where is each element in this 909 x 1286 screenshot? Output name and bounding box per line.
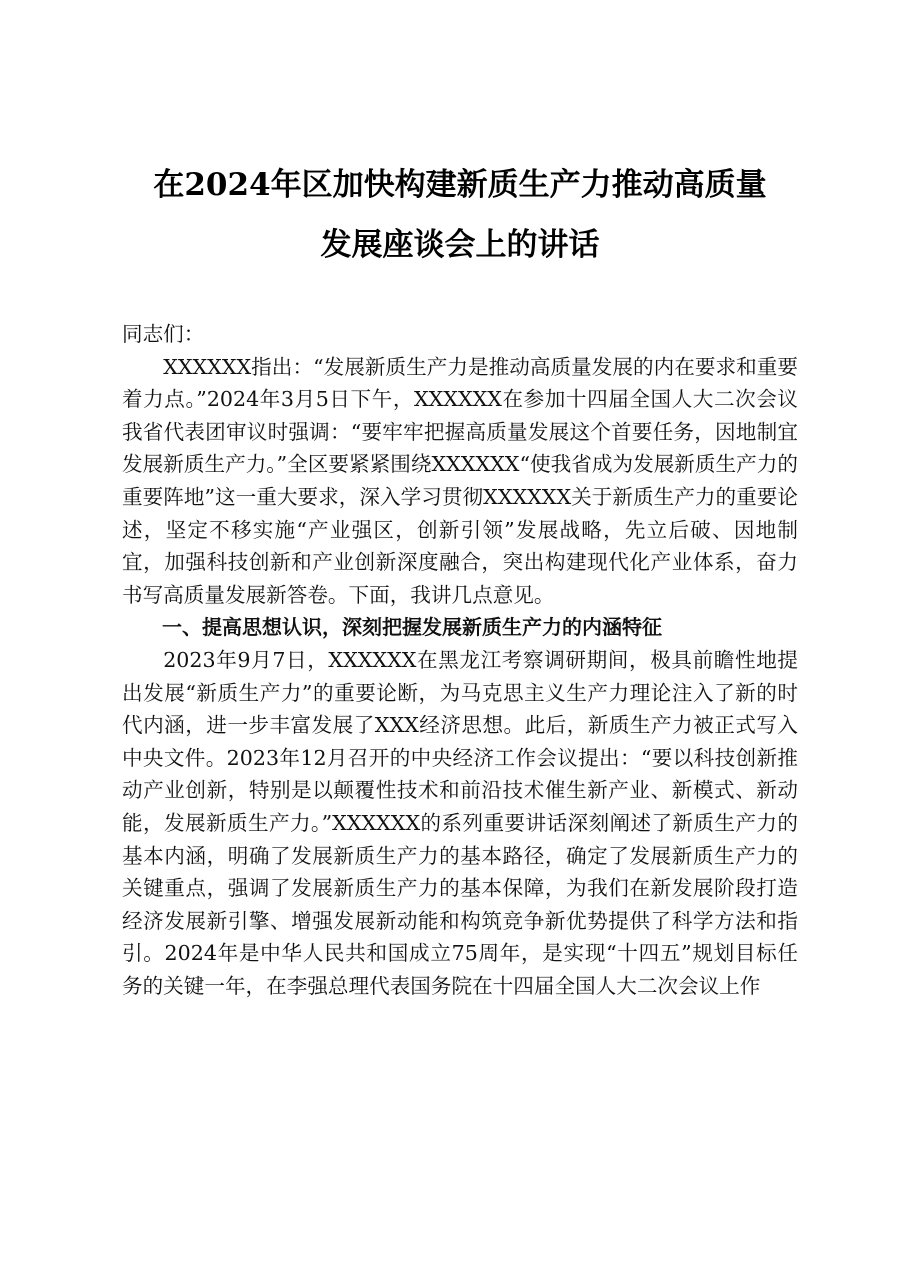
paragraph-section-1: 2023年9月7日，XXXXXX在黑龙江考察调研期间，极具前瞻性地提出发展“新质生产力”的重要论断，为马克思主义生产力理论注入了新的时代内涵，进一步丰富发展了XXX经济思想。此后，新质生产力被正式写入中央文件。2023年12月召开的中央经济工作会议提出：“要以科技创新推动产业创新，特别是以颠覆性技术和前沿技术催生新产业、新模式、新动能，发展新质生产力。”XXXXXX的系列重要讲话深刻阐述了新质生产力的基本内涵，明确了发展新质生产力的基本路径，确定了发展新质生产力的关键重点，强调了发展新质生产力的基本保障，为我们在新发展阶段打造经济发展新引擎、增强发展新动能和构筑竞争新优势提供了科学方法和指引。2024年是中华人民共和国成立75周年，是实现“十四五”规划目标任务的关键一年，在李强总理代表国务院在十四届全国人大二次会议上作 <box>122 647 798 998</box>
paragraph-intro: XXXXXX指出：“发展新质生产力是推动高质量发展的内在要求和重要着力点。”2024年3月5日下午，XXXXXX在参加十四届全国人大二次会议我省代表团审议时强调：“要牢牢把握高质量发展这个首要任务，因地制宜发展新质生产力。”全区要紧紧围绕XXXXXX“使我省成为发展新质生产力的重要阵地”这一重大要求，深入学习贯彻XXXXXX关于新质生产力的重要论述，坚定不移实施“产业强区，创新引领”发展战略，先立后破、因地制宜，加强科技创新和产业创新深度融合，突出构建现代化产业体系，奋力书写高质量发展新答卷。下面，我讲几点意见。 <box>122 354 798 607</box>
section-heading-1: 一、提高思想认识，深刻把握发展新质生产力的内涵特征 <box>162 615 662 640</box>
document-title-line-2: 发展座谈会上的讲话 <box>320 227 600 263</box>
salutation: 同志们： <box>122 322 205 346</box>
document-body <box>122 318 798 1002</box>
document-page <box>122 155 798 1002</box>
document-title-line-1: 在2024年区加快构建新质生产力推动高质量 <box>153 167 767 203</box>
document-title <box>122 155 798 275</box>
